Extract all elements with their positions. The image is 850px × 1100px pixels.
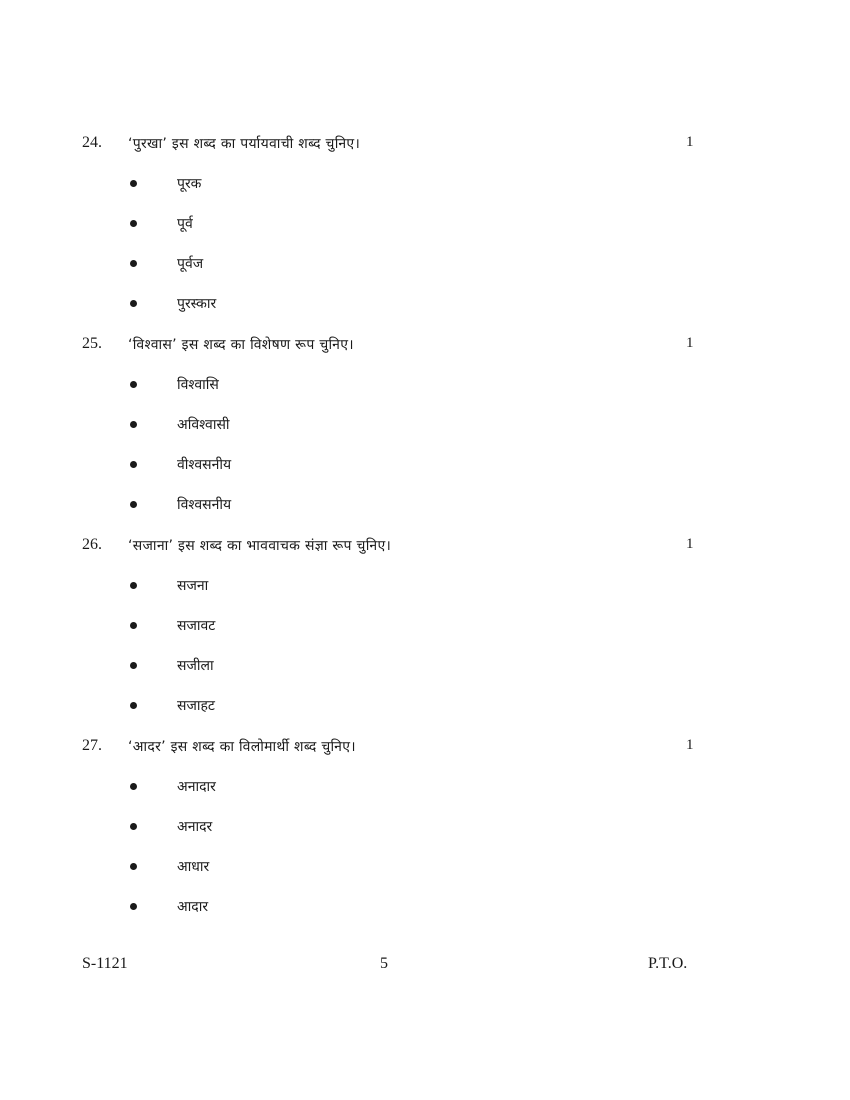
- question-text: ‘सजाना’ इस शब्द का भाववाचक संज्ञा रूप चुनिए।: [128, 538, 392, 554]
- option-text: आधार: [177, 859, 210, 875]
- bullet-icon: [130, 903, 137, 910]
- option-27-3: [0, 857, 600, 881]
- option-text: विश्वसनीय: [177, 497, 232, 513]
- option-27-2: [0, 817, 600, 841]
- question-marks: 1: [686, 335, 694, 351]
- option-26-2: [0, 616, 600, 640]
- option-24-2: [0, 214, 600, 238]
- bullet-icon: [130, 461, 137, 468]
- bullet-icon: [130, 662, 137, 669]
- option-text: सजना: [177, 578, 209, 594]
- question-number: 26.: [82, 536, 102, 553]
- option-26-1: [0, 576, 600, 600]
- paper-code: S-1121: [82, 955, 128, 972]
- question-number: 25.: [82, 335, 102, 352]
- bullet-icon: [130, 300, 137, 307]
- option-24-1: [0, 174, 600, 198]
- option-text: अविश्वासी: [177, 417, 230, 433]
- question-text: ‘आदर’ इस शब्द का विलोमार्थी शब्द चुनिए।: [128, 739, 356, 755]
- question-number: 27.: [82, 737, 102, 754]
- question-marks: 1: [686, 134, 694, 150]
- question-text: ‘विश्वास’ इस शब्द का विशेषण रूप चुनिए।: [128, 337, 354, 353]
- option-25-4: [0, 495, 600, 519]
- option-text: पूर्वज: [177, 256, 204, 272]
- bullet-icon: [130, 823, 137, 830]
- bullet-icon: [130, 260, 137, 267]
- please-turn-over: P.T.O.: [648, 955, 688, 972]
- option-text: वीश्वसनीय: [177, 457, 232, 473]
- bullet-icon: [130, 783, 137, 790]
- option-text: पूर्व: [177, 216, 193, 232]
- option-text: पुरस्कार: [177, 296, 217, 312]
- question-marks: 1: [686, 737, 694, 753]
- option-25-2: [0, 415, 600, 439]
- bullet-icon: [130, 421, 137, 428]
- option-text: सजावट: [177, 618, 216, 634]
- option-text: सजाहट: [177, 698, 215, 714]
- bullet-icon: [130, 863, 137, 870]
- option-26-3: [0, 656, 600, 680]
- option-27-1: [0, 777, 600, 801]
- option-text: सजीला: [177, 658, 214, 674]
- option-text: अनादर: [177, 819, 213, 835]
- bullet-icon: [130, 220, 137, 227]
- option-25-1: [0, 375, 600, 399]
- question-text: ‘पुरखा’ इस शब्द का पर्यायवाची शब्द चुनिए।: [128, 136, 361, 152]
- option-27-4: [0, 897, 600, 921]
- option-26-4: [0, 696, 600, 720]
- bullet-icon: [130, 582, 137, 589]
- page-number: 5: [380, 955, 388, 972]
- option-24-4: [0, 294, 600, 318]
- option-text: अनादार: [177, 779, 216, 795]
- option-text: पूरक: [177, 176, 202, 192]
- question-number: 24.: [82, 134, 102, 151]
- question-marks: 1: [686, 536, 694, 552]
- option-text: विश्वासि: [177, 377, 219, 393]
- bullet-icon: [130, 622, 137, 629]
- option-25-3: [0, 455, 600, 479]
- bullet-icon: [130, 180, 137, 187]
- bullet-icon: [130, 702, 137, 709]
- bullet-icon: [130, 381, 137, 388]
- bullet-icon: [130, 501, 137, 508]
- option-text: आदार: [177, 899, 209, 915]
- option-24-3: [0, 254, 600, 278]
